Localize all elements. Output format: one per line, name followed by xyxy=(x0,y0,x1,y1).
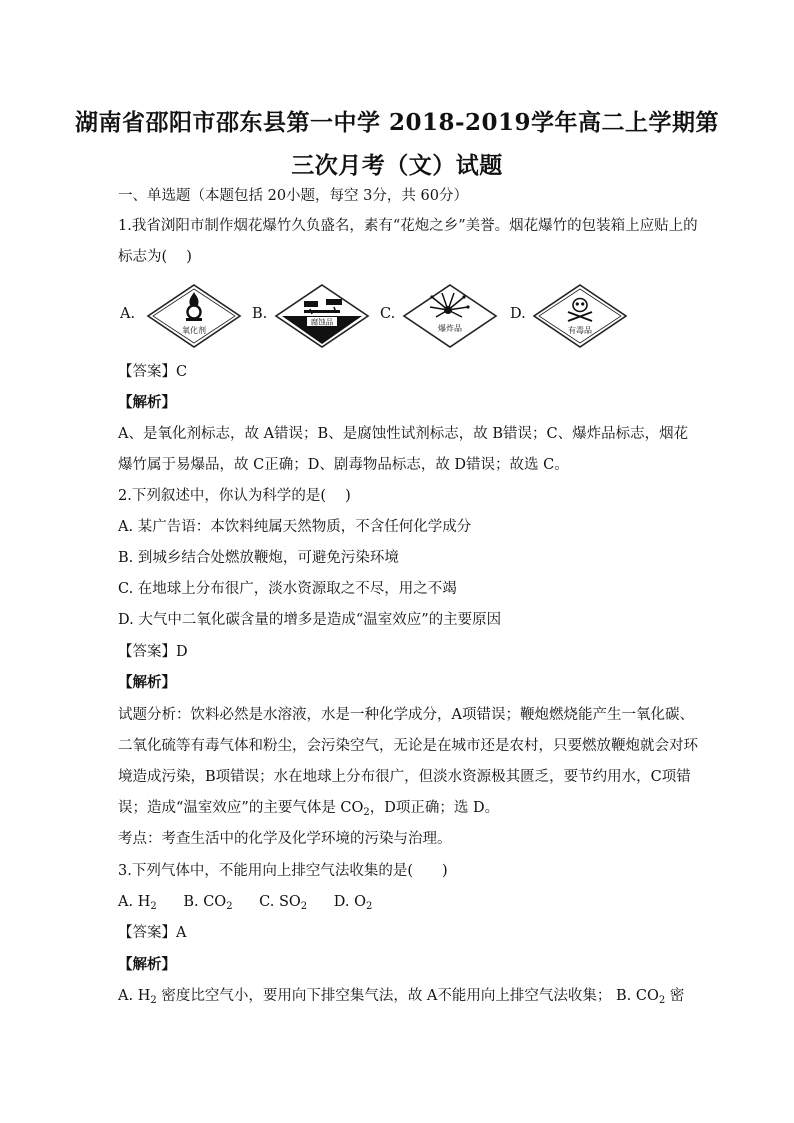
q1-option-d-letter: D. xyxy=(510,306,526,322)
oxidizer-sign-label: 氧化剂 xyxy=(182,326,206,335)
q2-analysis-line2: 二氧化硫等有毒气体和粉尘，会污染空气，无论是在城市还是农村，只要燃放鞭炮就会对环 xyxy=(118,738,698,754)
toxic-sign-icon xyxy=(532,283,628,349)
q2-analysis-line4-sub: 2 xyxy=(363,807,370,818)
page-title-line1: 湖南省邵阳市邵东县第一中学 2018-2019学年高二上学期第 xyxy=(74,109,720,136)
q1-analysis-line2: 爆竹属于易爆品，故 C正确；D、剧毒物品标志，故 D错误；故选 C。 xyxy=(118,457,569,473)
q2-answer: 【答案】D xyxy=(118,644,188,660)
q3-stem: 3.下列气体中，不能用向上排空气法收集的是( ) xyxy=(118,863,448,879)
corrosive-sign-icon xyxy=(274,283,370,349)
corrosive-sign-label: 腐蚀品 xyxy=(310,317,334,327)
explosive-sign-label: 爆炸品 xyxy=(438,324,462,333)
q2-analysis-label: 【解析】 xyxy=(118,674,176,691)
q2-stem: 2.下列叙述中，你认为科学的是( ) xyxy=(118,488,351,504)
explosive-sign-icon xyxy=(402,283,498,349)
q1-option-c-letter: C. xyxy=(380,306,396,322)
q3-option-c: C. $SO_2$ xyxy=(259,894,308,912)
q1-analysis-line1: A、是氧化剂标志，故 A错误；B、是腐蚀性试剂标志，故 B错误；C、爆炸品标志，烟花 xyxy=(118,426,689,442)
q2-option-d: D. 大气中二氧化碳含量的增多是造成“温室效应”的主要原因 xyxy=(118,612,502,628)
q2-kaodian: 考点：考查生活中的化学及化学环境的污染与治理。 xyxy=(118,831,452,847)
q1-stem-line2: 标志为( ) xyxy=(118,249,192,265)
q2-analysis-line4 xyxy=(118,798,678,823)
section-heading: 一、单选题（本题包括 20小题，每空 3分，共 60分） xyxy=(118,188,468,204)
q1-option-b-letter: B. xyxy=(252,306,268,322)
q1-option-a-letter: A. xyxy=(120,306,136,322)
q3-option-b: B. $CO_2$ xyxy=(183,894,233,912)
q3-answer: 【答案】A xyxy=(118,925,187,941)
q1-stem-line1: 1.我省浏阳市制作烟花爆竹久负盛名，素有“花炮之乡”美誉。烟花爆竹的包装箱上应贴上的 xyxy=(118,218,698,234)
toxic-sign-label: 有毒品 xyxy=(568,326,592,335)
q3-analysis-label: 【解析】 xyxy=(118,956,176,973)
q2-option-a: A. 某广告语：本饮料纯属天然物质，不含任何化学成分 xyxy=(118,519,472,535)
q2-analysis-line4-post: ，D项正确；选 D。 xyxy=(369,800,500,816)
q3-option-a: A. $H_2$ xyxy=(118,894,157,912)
q3-options xyxy=(118,892,678,917)
q2-analysis-line1: 试题分析：饮料必然是水溶液，水是一种化学成分，A项错误；鞭炮燃烧能产生一氧化碳、 xyxy=(118,707,694,723)
q2-analysis-line3: 境造成污染，B项错误；水在地球上分布很广，但淡水资源极其匮乏，要节约用水，C项错 xyxy=(118,769,691,785)
q2-option-c: C. 在地球上分布很广，淡水资源取之不尽，用之不竭 xyxy=(118,581,457,597)
q1-answer: 【答案】C xyxy=(118,364,188,380)
q1-options-row xyxy=(118,283,678,349)
q1-analysis-label: 【解析】 xyxy=(118,394,176,411)
page-title-line2: 三次月考（文）试题 xyxy=(291,152,503,179)
q2-analysis-line4-pre: 误；造成“温室效应”的主要气体是 CO xyxy=(118,800,364,816)
q2-option-b: B. 到城乡结合处燃放鞭炮，可避免污染环境 xyxy=(118,550,399,566)
q3-analysis-line1: A. $H_2$ 密度比空气小，要用向下排空集气法，故 A不能用向上排空气法收集； B. $CO_2$ 密 xyxy=(118,988,685,1006)
q3-option-d: D. $O_2$ xyxy=(333,894,373,912)
oxidizer-sign-icon xyxy=(146,283,242,349)
